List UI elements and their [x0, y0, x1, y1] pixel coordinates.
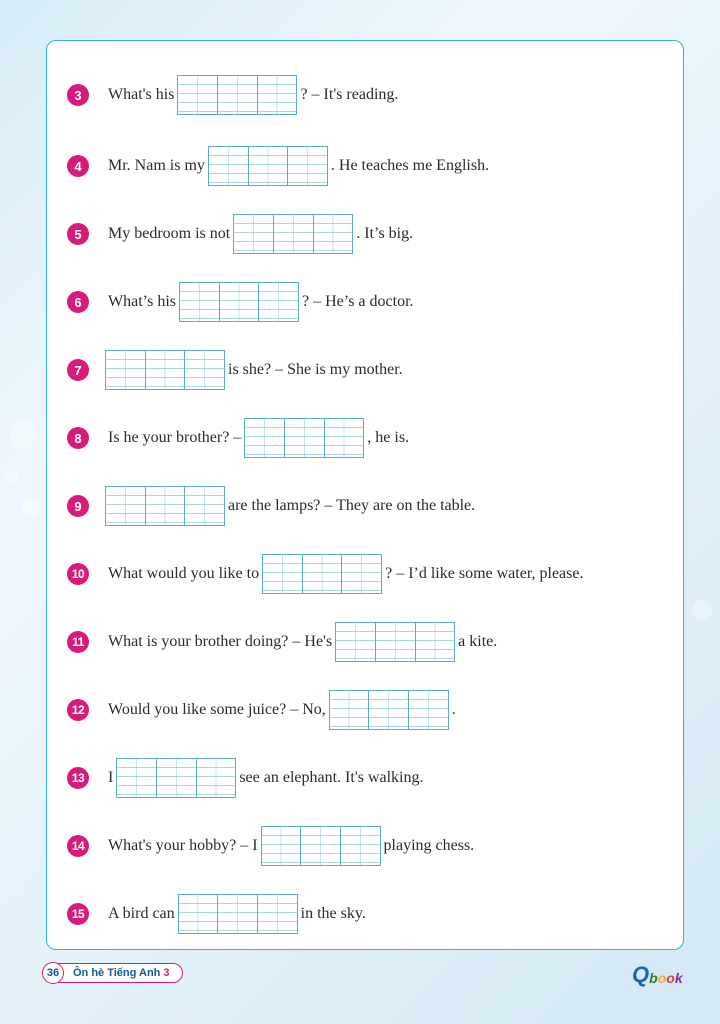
- answer-box[interactable]: [116, 758, 236, 798]
- answer-box[interactable]: [105, 350, 225, 390]
- question-number: 9: [67, 495, 89, 517]
- publisher-logo: [632, 960, 683, 986]
- question-number: 12: [67, 699, 89, 721]
- answer-box[interactable]: [179, 282, 299, 322]
- book-grade: 3: [163, 967, 170, 979]
- answer-box[interactable]: [208, 146, 328, 186]
- answer-box[interactable]: [177, 75, 297, 115]
- exercise-15: [67, 894, 369, 934]
- question-text-before: What's his: [108, 86, 175, 103]
- book-title-text: Ôn hè Tiếng Anh: [73, 967, 161, 979]
- logo-letter-b: b: [649, 970, 658, 986]
- exercise-10: [67, 554, 586, 594]
- question-text-after: ? – He’s a doctor.: [302, 293, 414, 310]
- exercise-14: [67, 826, 477, 866]
- question-text-after: . He teaches me English.: [330, 157, 490, 174]
- question-text-after: see an elephant. It's walking.: [239, 769, 424, 786]
- question-text-before: What is your brother doing? – He's: [108, 633, 333, 650]
- logo-letter-k: k: [674, 970, 683, 986]
- page-footer: [42, 962, 183, 984]
- question-number: 15: [67, 903, 89, 925]
- question-text-before: What’s his: [108, 293, 176, 310]
- answer-box[interactable]: [244, 418, 364, 458]
- exercise-7: [67, 350, 406, 390]
- answer-box[interactable]: [261, 826, 381, 866]
- question-text-after: in the sky.: [300, 905, 366, 922]
- question-text-before: Mr. Nam is my: [108, 157, 205, 174]
- question-number: 10: [67, 563, 89, 585]
- book-title: [58, 963, 183, 983]
- question-text-after: playing chess.: [383, 837, 475, 854]
- exercise-4: [67, 146, 492, 186]
- question-number: 8: [67, 427, 89, 449]
- question-text-after: are the lamps? – They are on the table.: [228, 497, 476, 514]
- question-number: 13: [67, 767, 89, 789]
- question-text-before: Is he your brother? –: [108, 429, 242, 446]
- exercise-8: [67, 418, 412, 458]
- question-number: 5: [67, 223, 89, 245]
- answer-box[interactable]: [262, 554, 382, 594]
- exercise-9: [67, 486, 478, 526]
- answer-box[interactable]: [178, 894, 298, 934]
- question-text-after: is she? – She is my mother.: [228, 361, 403, 378]
- answer-box[interactable]: [105, 486, 225, 526]
- worksheet-card: [46, 40, 684, 950]
- question-text-before: My bedroom is not: [108, 225, 231, 242]
- question-number: 4: [67, 155, 89, 177]
- question-text-after: . It’s big.: [356, 225, 414, 242]
- exercise-6: [67, 282, 417, 322]
- logo-letter-o: o: [666, 970, 675, 986]
- exercise-11: [67, 622, 500, 662]
- question-number: 3: [67, 84, 89, 106]
- question-number: 14: [67, 835, 89, 857]
- exercise-13: [67, 758, 426, 798]
- page-number: 36: [42, 962, 64, 984]
- question-text-before: Would you like some juice? – No,: [108, 701, 326, 718]
- question-text-after: ? – It's reading.: [300, 86, 399, 103]
- exercise-5: [67, 214, 416, 254]
- answer-box[interactable]: [335, 622, 455, 662]
- answer-box[interactable]: [329, 690, 449, 730]
- logo-letter-q: Q: [632, 962, 650, 987]
- question-number: 7: [67, 359, 89, 381]
- logo-letter-o: o: [657, 970, 667, 986]
- question-text-before: A bird can: [108, 905, 175, 922]
- question-text-before: What would you like to: [108, 565, 260, 582]
- exercise-3: [67, 75, 401, 115]
- question-text-before: I: [108, 769, 114, 786]
- question-number: 11: [67, 631, 89, 653]
- question-number: 6: [67, 291, 89, 313]
- exercise-12: [67, 690, 459, 730]
- question-text-after: .: [451, 701, 456, 718]
- question-text-after: a kite.: [458, 633, 498, 650]
- question-text-before: What's your hobby? – I: [108, 837, 258, 854]
- question-text-after: ? – I’d like some water, please.: [385, 565, 584, 582]
- answer-box[interactable]: [233, 214, 353, 254]
- question-text-after: , he is.: [367, 429, 410, 446]
